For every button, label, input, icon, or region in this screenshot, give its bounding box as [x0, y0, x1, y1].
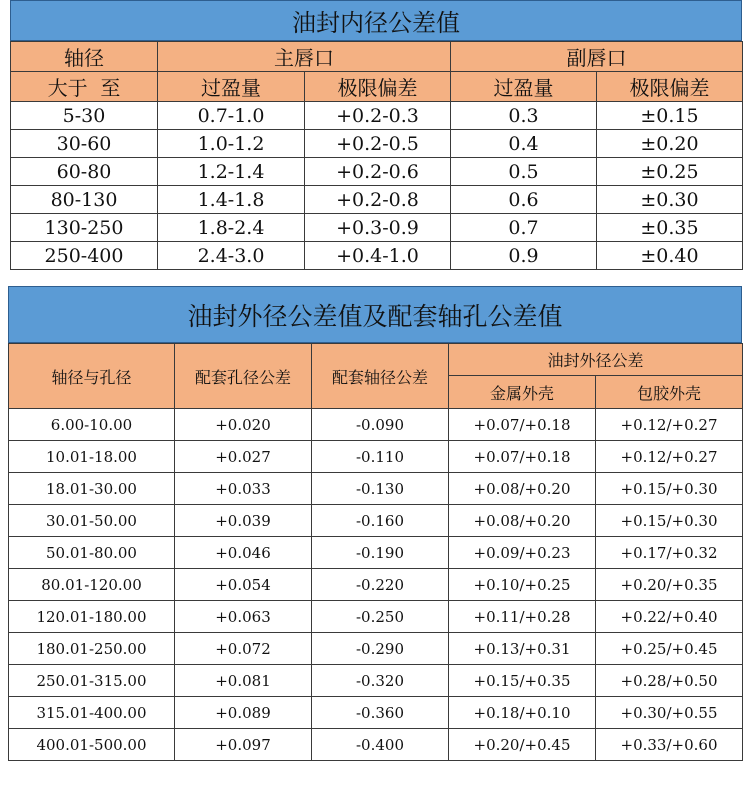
- cell: +0.33/+0.60: [596, 729, 743, 761]
- cell: +0.22/+0.40: [596, 601, 743, 633]
- header-shaft-bore: 轴径与孔径: [9, 344, 175, 409]
- cell: +0.12/+0.27: [596, 441, 743, 473]
- table-row: [9, 729, 743, 761]
- cell: +0.17/+0.32: [596, 537, 743, 569]
- cell: +0.020: [175, 409, 312, 441]
- inner-header-row-1: [11, 42, 743, 72]
- cell: +0.3-0.9: [305, 214, 451, 242]
- cell: +0.089: [175, 697, 312, 729]
- cell: +0.12/+0.27: [596, 409, 743, 441]
- cell: 30-60: [11, 130, 158, 158]
- cell: +0.063: [175, 601, 312, 633]
- cell: +0.2-0.8: [305, 186, 451, 214]
- header-seal-od-tol: 油封外径公差: [449, 344, 743, 376]
- cell: +0.15/+0.30: [596, 505, 743, 537]
- header-rubber-case: 包胶外壳: [596, 376, 743, 409]
- cell: 5-30: [11, 102, 158, 130]
- cell: 80-130: [11, 186, 158, 214]
- table-row: [9, 473, 743, 505]
- cell: 10.01-18.00: [9, 441, 175, 473]
- table-row: [11, 158, 743, 186]
- header-interference-aux: 过盈量: [451, 72, 597, 102]
- table-row: [11, 102, 743, 130]
- cell: ±0.20: [597, 130, 743, 158]
- cell: -0.360: [312, 697, 449, 729]
- cell: 400.01-500.00: [9, 729, 175, 761]
- table-row: [11, 242, 743, 270]
- cell: +0.11/+0.28: [449, 601, 596, 633]
- cell: +0.25/+0.45: [596, 633, 743, 665]
- cell: ±0.35: [597, 214, 743, 242]
- header-shaft-tol: 配套轴径公差: [312, 344, 449, 409]
- cell: +0.039: [175, 505, 312, 537]
- cell: ±0.15: [597, 102, 743, 130]
- cell: +0.2-0.3: [305, 102, 451, 130]
- cell: ±0.40: [597, 242, 743, 270]
- cell: -0.320: [312, 665, 449, 697]
- cell: +0.30/+0.55: [596, 697, 743, 729]
- table-row: [9, 537, 743, 569]
- cell: +0.15/+0.35: [449, 665, 596, 697]
- cell: +0.072: [175, 633, 312, 665]
- table-row: [11, 214, 743, 242]
- table-row: [9, 601, 743, 633]
- outer-table-title: 油封外径公差值及配套轴孔公差值: [8, 286, 742, 343]
- cell: 0.3: [451, 102, 597, 130]
- table-row: [11, 186, 743, 214]
- cell: +0.20/+0.45: [449, 729, 596, 761]
- cell: 250-400: [11, 242, 158, 270]
- inner-tolerance-table: [10, 41, 743, 270]
- cell: 0.7: [451, 214, 597, 242]
- header-aux-lip: 副唇口: [451, 42, 743, 72]
- cell: +0.054: [175, 569, 312, 601]
- cell: ±0.25: [597, 158, 743, 186]
- cell: 1.8-2.4: [158, 214, 305, 242]
- cell: 30.01-50.00: [9, 505, 175, 537]
- cell: 180.01-250.00: [9, 633, 175, 665]
- cell: +0.15/+0.30: [596, 473, 743, 505]
- cell: +0.4-1.0: [305, 242, 451, 270]
- table-row: [9, 569, 743, 601]
- cell: -0.250: [312, 601, 449, 633]
- table-row: [9, 633, 743, 665]
- table-row: [9, 409, 743, 441]
- cell: 0.6: [451, 186, 597, 214]
- cell: +0.28/+0.50: [596, 665, 743, 697]
- cell: -0.220: [312, 569, 449, 601]
- cell: 60-80: [11, 158, 158, 186]
- header-shaft: 轴径: [11, 42, 158, 72]
- cell: +0.13/+0.31: [449, 633, 596, 665]
- table-row: [11, 130, 743, 158]
- cell: +0.033: [175, 473, 312, 505]
- table-row: [9, 441, 743, 473]
- cell: +0.027: [175, 441, 312, 473]
- cell: +0.081: [175, 665, 312, 697]
- cell: -0.130: [312, 473, 449, 505]
- cell: 0.5: [451, 158, 597, 186]
- cell: +0.2-0.6: [305, 158, 451, 186]
- header-metal-case: 金属外壳: [449, 376, 596, 409]
- cell: -0.400: [312, 729, 449, 761]
- cell: +0.08/+0.20: [449, 505, 596, 537]
- cell: +0.20/+0.35: [596, 569, 743, 601]
- header-limit-aux: 极限偏差: [597, 72, 743, 102]
- cell: ±0.30: [597, 186, 743, 214]
- cell: 1.0-1.2: [158, 130, 305, 158]
- cell: 130-250: [11, 214, 158, 242]
- table-row: [9, 697, 743, 729]
- cell: +0.07/+0.18: [449, 409, 596, 441]
- cell: 0.7-1.0: [158, 102, 305, 130]
- cell: 6.00-10.00: [9, 409, 175, 441]
- cell: 50.01-80.00: [9, 537, 175, 569]
- cell: +0.09/+0.23: [449, 537, 596, 569]
- header-range: 大于 至: [11, 72, 158, 102]
- cell: 250.01-315.00: [9, 665, 175, 697]
- cell: 2.4-3.0: [158, 242, 305, 270]
- cell: 0.9: [451, 242, 597, 270]
- cell: 1.2-1.4: [158, 158, 305, 186]
- cell: -0.110: [312, 441, 449, 473]
- cell: 18.01-30.00: [9, 473, 175, 505]
- inner-header-row-2: [11, 72, 743, 102]
- cell: 120.01-180.00: [9, 601, 175, 633]
- cell: -0.190: [312, 537, 449, 569]
- header-interference-main: 过盈量: [158, 72, 305, 102]
- cell: +0.046: [175, 537, 312, 569]
- header-limit-main: 极限偏差: [305, 72, 451, 102]
- cell: +0.10/+0.25: [449, 569, 596, 601]
- cell: +0.2-0.5: [305, 130, 451, 158]
- cell: 80.01-120.00: [9, 569, 175, 601]
- cell: -0.160: [312, 505, 449, 537]
- cell: 0.4: [451, 130, 597, 158]
- cell: +0.08/+0.20: [449, 473, 596, 505]
- cell: 1.4-1.8: [158, 186, 305, 214]
- table-row: [9, 665, 743, 697]
- cell: 315.01-400.00: [9, 697, 175, 729]
- cell: -0.090: [312, 409, 449, 441]
- inner-table-title: 油封内径公差值: [10, 0, 742, 41]
- cell: +0.07/+0.18: [449, 441, 596, 473]
- header-bore-tol: 配套孔径公差: [175, 344, 312, 409]
- outer-tolerance-table: [8, 343, 743, 761]
- outer-header-row-1: [9, 344, 743, 376]
- cell: -0.290: [312, 633, 449, 665]
- header-main-lip: 主唇口: [158, 42, 451, 72]
- table-row: [9, 505, 743, 537]
- cell: +0.18/+0.10: [449, 697, 596, 729]
- cell: +0.097: [175, 729, 312, 761]
